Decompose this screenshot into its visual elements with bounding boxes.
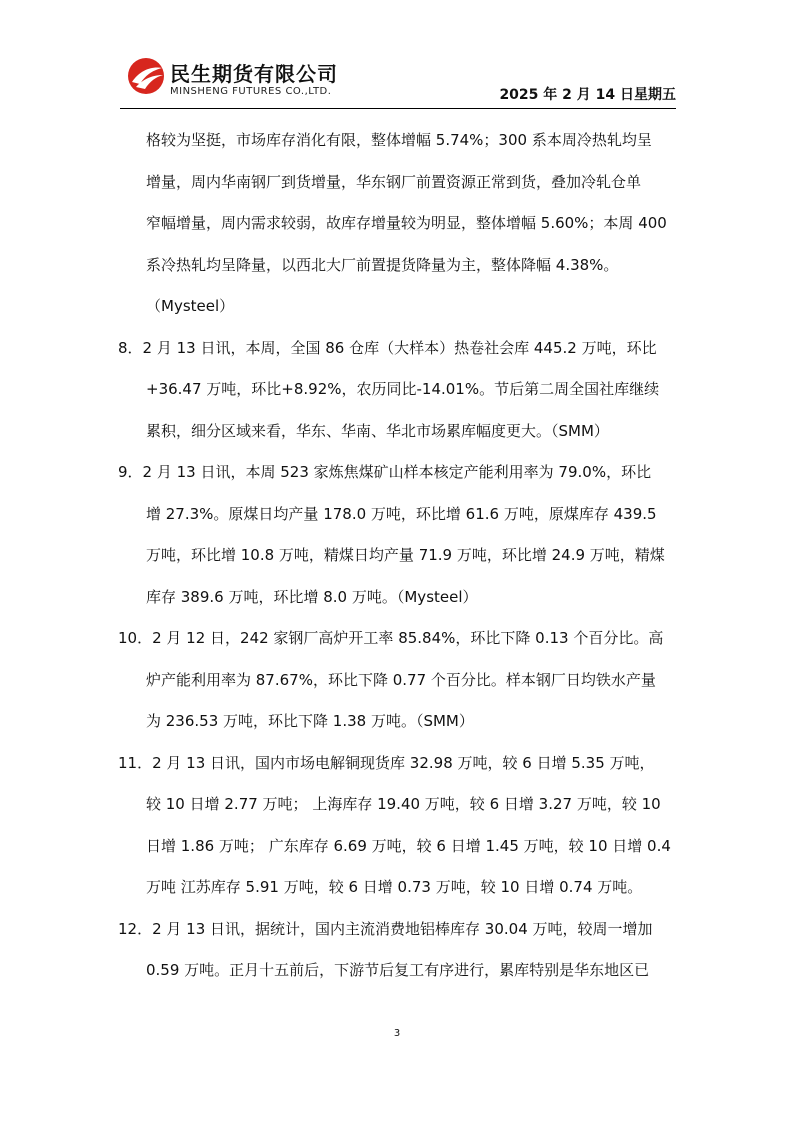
header-divider bbox=[120, 108, 676, 109]
page-number: 3 bbox=[393, 1028, 401, 1039]
text-line: 0.59 万吨。正月十五前后，下游节后复工有序进行，累库特别是华东地区已 bbox=[146, 961, 650, 979]
text-line: 较 10 日增 2.77 万吨； 上海库存 19.40 万吨，较 6 日增 3.27 万吨，较 10 bbox=[146, 795, 661, 813]
text-line: 万吨，环比增 10.8 万吨，精煤日均产量 71.9 万吨，环比增 24.9 万吨，精煤 bbox=[146, 546, 665, 564]
text-line: 炉产能利用率为 87.67%，环比下降 0.77 个百分比。样本钢厂日均铁水产量 bbox=[146, 670, 656, 689]
text-line: 万吨 江苏库存 5.91 万吨，较 6 日增 0.73 万吨，较 10 日增 0.74 万吨。 bbox=[146, 878, 643, 896]
text-line: 11．2 月 13 日讯，国内市场电解铜现货库 32.98 万吨，较 6 日增 5.35 万吨， bbox=[118, 753, 655, 772]
text-line: 累积，细分区域来看，华东、华南、华北市场累库幅度更大。（SMM） bbox=[146, 421, 609, 440]
text-line: 增 27.3%。原煤日均产量 178.0 万吨，环比增 61.6 万吨，原煤库存 439.5 bbox=[146, 504, 657, 523]
text-line: 日增 1.86 万吨； 广东库存 6.69 万吨，较 6 日增 1.45 万吨，较 10 日增 0.4 bbox=[146, 836, 671, 855]
text-line: 增量，周内华南钢厂到货增量，华东钢厂前置资源正常到货，叠加冷轧仓单 bbox=[146, 172, 642, 191]
text-line: （Mysteel） bbox=[146, 297, 235, 315]
paragraph-item-11 bbox=[118, 743, 678, 909]
paragraph-item-10 bbox=[118, 618, 678, 743]
company-name-cn: 民生期货有限公司 bbox=[170, 62, 338, 86]
paragraph-7-continuation bbox=[118, 120, 678, 328]
text-line: 库存 389.6 万吨，环比增 8.0 万吨。（Mysteel） bbox=[146, 587, 478, 606]
text-line: 系冷热轧均呈降量，以西北大厂前置提货降量为主，整体降幅 4.38%。 bbox=[146, 255, 619, 274]
paragraph-item-9 bbox=[118, 452, 678, 618]
paragraph-item-8 bbox=[118, 328, 678, 453]
text-line: 8．2 月 13 日讯，本周，全国 86 仓库（大样本）热卷社会库 445.2 万吨，环比 bbox=[118, 338, 657, 357]
company-name-en: MINSHENG FUTURES CO.,LTD. bbox=[170, 86, 332, 97]
paragraph-item-12 bbox=[118, 909, 678, 992]
text-line: 窄幅增量，周内需求较弱，故库存增量较为明显，整体增幅 5.60%；本周 400 bbox=[146, 214, 667, 232]
text-line: 9．2 月 13 日讯，本周 523 家炼焦煤矿山样本核定产能利用率为 79.0%，环比 bbox=[118, 463, 652, 481]
company-logo bbox=[126, 56, 376, 98]
text-line: 10．2 月 12 日，242 家钢厂高炉开工率 85.84%，环比下降 0.13 个百分比。高 bbox=[118, 629, 664, 647]
page-header bbox=[120, 52, 676, 102]
text-line: +36.47 万吨，环比+8.92%，农历同比-14.01%。节后第二周全国社库继续 bbox=[146, 380, 660, 398]
minsheng-logo-icon bbox=[126, 56, 166, 96]
text-line: 格较为坚挺，市场库存消化有限，整体增幅 5.74%；300 系本周冷热轧均呈 bbox=[146, 131, 652, 149]
report-date: 2025 年 2 月 14 日星期五 bbox=[499, 87, 676, 103]
text-line: 12．2 月 13 日讯，据统计，国内主流消费地铝棒库存 30.04 万吨，较周一增加 bbox=[118, 919, 653, 938]
text-line: 为 236.53 万吨，环比下降 1.38 万吨。（SMM） bbox=[146, 712, 474, 730]
document-body bbox=[118, 120, 678, 992]
